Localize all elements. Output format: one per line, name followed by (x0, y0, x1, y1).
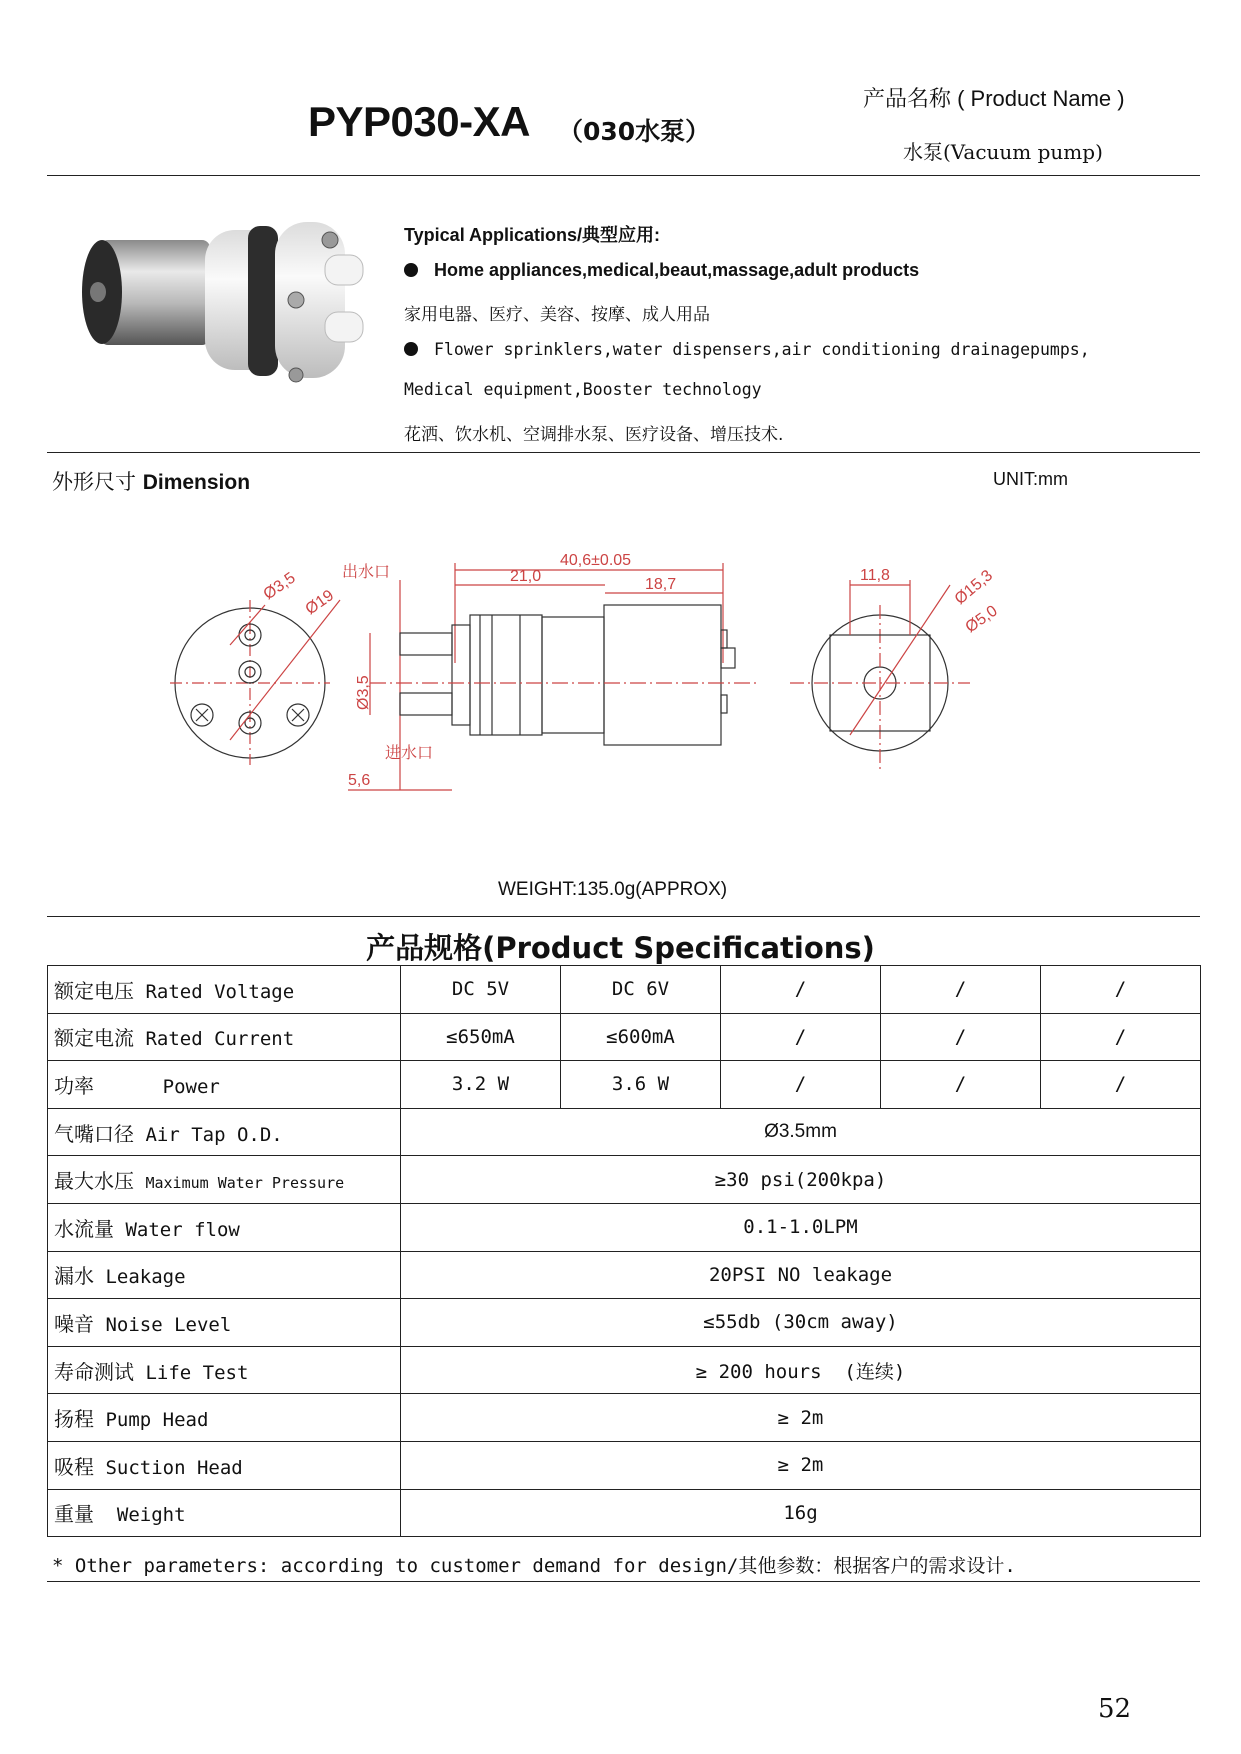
spec-label (48, 1061, 401, 1109)
applications-line-1-text: Home appliances,medical,beaut,massage,adult products (434, 260, 920, 280)
applications-heading: Typical Applications/典型应用: (404, 225, 661, 245)
spec-value: ≥ 200 hours (连续) (401, 1346, 1201, 1394)
front-view (170, 569, 340, 765)
spec-label-en: Suction Head (105, 1456, 243, 1479)
spec-label-en: Leakage (105, 1266, 186, 1289)
dim-motor-diameter: Ø15,3 (951, 567, 996, 609)
dimension-title-en: Dimension (142, 471, 251, 494)
product-name-value: 水泵(Vacuum pump) (903, 140, 1103, 164)
pump-product-photo (70, 200, 380, 400)
header-divider (47, 175, 1200, 176)
dimension-drawing (170, 545, 1020, 795)
spec-label-cn: 寿命测试 (54, 1359, 134, 1384)
weight-label: WEIGHT:135.0g(APPROX) (498, 879, 728, 900)
spec-label-cn: 最大水压 (54, 1169, 134, 1194)
dimension-title (52, 466, 250, 496)
table-row (48, 1203, 1201, 1251)
spec-label (48, 966, 401, 1014)
table-row (48, 1489, 1201, 1537)
spec-label-cn: 漏水 (54, 1264, 94, 1289)
dimension-divider (47, 916, 1200, 917)
applications-line-2b: Medical equipment,Booster technology (404, 380, 762, 399)
footer-divider (47, 1581, 1200, 1582)
dim-head-length: 21,0 (510, 568, 542, 585)
dim-shaft-diameter: Ø5,0 (962, 602, 1001, 637)
dim-motor-width: 11,8 (860, 567, 890, 584)
spec-value: 0.1-1.0LPM (401, 1203, 1201, 1251)
dim-body-diameter: Ø19 (302, 587, 338, 619)
table-row (48, 1108, 1201, 1156)
spec-label-en: Pump Head (105, 1409, 209, 1432)
spec-label-en: Air Tap O.D. (145, 1123, 283, 1146)
spec-label (48, 1013, 401, 1061)
spec-label-cn: 额定电压 (54, 978, 134, 1003)
spec-label-cn: 气嘴口径 (54, 1121, 134, 1146)
page-number: 52 (1098, 1694, 1132, 1724)
spec-value: 16g (401, 1489, 1201, 1537)
dim-side-tap-diameter: Ø3,5 (355, 675, 372, 710)
spec-label (48, 1299, 401, 1347)
inlet-label: 进水口 (385, 743, 434, 762)
spec-label-en: Water flow (125, 1218, 240, 1241)
spec-label-cn: 功率 (54, 1073, 94, 1098)
spec-label (48, 1394, 401, 1442)
spec-label-en: Weight (105, 1504, 186, 1527)
spec-value: / (721, 1013, 881, 1061)
spec-value: ≥ 2m (401, 1441, 1201, 1489)
spec-label (48, 1346, 401, 1394)
applications-line-1-cn: 家用电器、医疗、美容、按摩、成人用品 (404, 305, 710, 325)
spec-label-cn: 吸程 (54, 1454, 94, 1479)
spec-label-cn: 噪音 (54, 1311, 94, 1336)
applications-line-1 (404, 260, 919, 281)
spec-value: / (881, 1061, 1041, 1109)
spec-label-cn: 重量 (54, 1502, 94, 1527)
spec-value: 20PSI NO leakage (401, 1251, 1201, 1299)
dim-motor-length: 18,7 (645, 576, 677, 593)
model-title: PYP030-XA (308, 98, 530, 145)
side-view (342, 552, 760, 790)
outlet-label: 出水口 (342, 562, 391, 581)
applications-divider (47, 452, 1200, 453)
product-name-label: 产品名称 ( Product Name ) (863, 86, 1125, 111)
specs-table (47, 965, 1201, 1537)
applications-line-2-text: Flower sprinklers,water dispensers,air conditioning drainagepumps, (434, 340, 1090, 359)
spec-label-cn: 水流量 (54, 1216, 114, 1241)
applications-line-2 (404, 340, 1090, 359)
dim-overall-length: 40,6±0.05 (560, 552, 632, 569)
model-subtitle: （030水泵） (558, 117, 711, 146)
spec-value: / (1041, 1013, 1201, 1061)
table-row (48, 1299, 1201, 1347)
spec-label-cn: 额定电流 (54, 1026, 134, 1051)
bullet-icon (404, 263, 418, 277)
spec-value: Ø3.5mm (401, 1108, 1201, 1156)
spec-value: / (721, 1061, 881, 1109)
dimension-title-cn: 外形尺寸 (52, 470, 136, 494)
table-row (48, 966, 1201, 1014)
spec-label (48, 1156, 401, 1204)
spec-value: ≥ 2m (401, 1394, 1201, 1442)
spec-label-en: Noise Level (105, 1313, 232, 1336)
spec-value: / (881, 1013, 1041, 1061)
bullet-icon (404, 342, 418, 356)
spec-value: ≤650mA (401, 1013, 561, 1061)
rear-view (790, 567, 1001, 770)
spec-label-en: Rated Current (145, 1028, 295, 1051)
spec-label-en: Rated Voltage (145, 980, 295, 1003)
spec-value: 3.2 W (401, 1061, 561, 1109)
spec-label (48, 1203, 401, 1251)
spec-label (48, 1441, 401, 1489)
dim-tap-diameter: Ø3,5 (260, 569, 299, 604)
table-row (48, 1346, 1201, 1394)
spec-label-en: Life Test (145, 1361, 249, 1384)
specs-note: * Other parameters: according to customer demand for design/其他参数：根据客户的需求设计. (52, 1555, 1016, 1577)
spec-value: / (1041, 966, 1201, 1014)
spec-value: ≤55db (30cm away) (401, 1299, 1201, 1347)
table-row (48, 1251, 1201, 1299)
table-row (48, 1156, 1201, 1204)
spec-value: ≥30 psi(200kpa) (401, 1156, 1201, 1204)
table-row (48, 1441, 1201, 1489)
dim-tap-length: 5,6 (348, 772, 371, 789)
spec-label-en: Power (105, 1075, 220, 1098)
spec-label (48, 1251, 401, 1299)
specs-title: 产品规格(Product Specifications) (366, 931, 875, 965)
spec-label-cn: 扬程 (54, 1407, 94, 1432)
table-row (48, 1061, 1201, 1109)
spec-label-en: Maximum Water Pressure (145, 1174, 345, 1193)
unit-label: UNIT:mm (993, 469, 1068, 489)
spec-value: ≤600mA (561, 1013, 721, 1061)
spec-value: / (881, 966, 1041, 1014)
spec-label (48, 1108, 401, 1156)
spec-value: DC 6V (561, 966, 721, 1014)
table-row (48, 1394, 1201, 1442)
spec-label (48, 1489, 401, 1537)
spec-value: DC 5V (401, 966, 561, 1014)
applications-line-2-cn: 花洒、饮水机、空调排水泵、医疗设备、增压技术. (404, 425, 784, 445)
table-row (48, 1013, 1201, 1061)
spec-value: / (721, 966, 881, 1014)
spec-value: / (1041, 1061, 1201, 1109)
spec-value: 3.6 W (561, 1061, 721, 1109)
